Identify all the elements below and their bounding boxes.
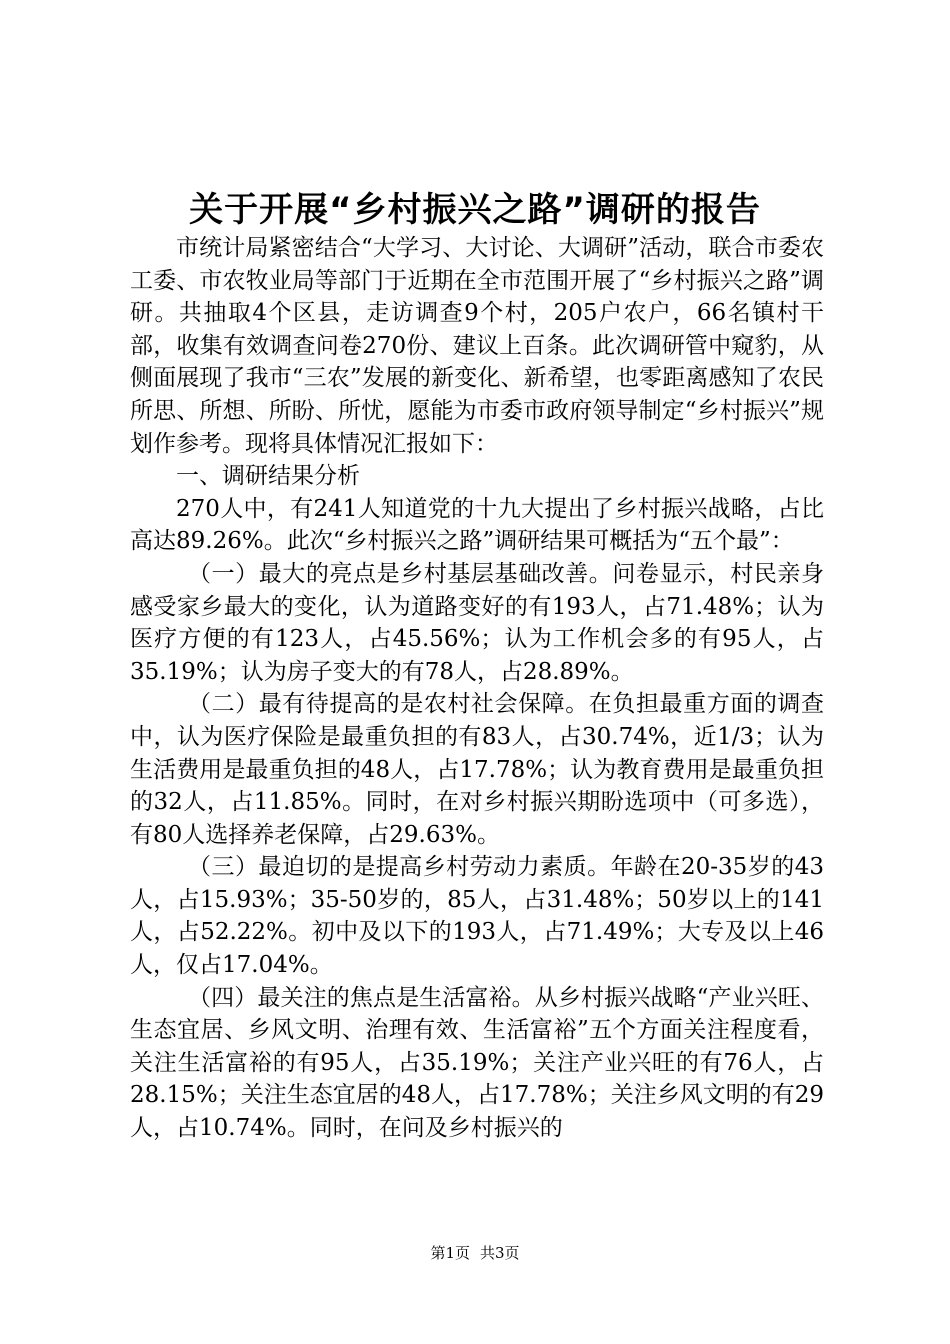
page-number: 第1页 (430, 1244, 470, 1262)
page-total: 共3页 (480, 1244, 520, 1262)
summary-paragraph: 270人中，有241人知道党的十九大提出了乡村振兴战略，占比高达89.26%。此次“乡村振兴之路”调研结果可概括为“五个最”： (130, 495, 824, 555)
finding-paragraph-4: （四）最关注的焦点是生活富裕。从乡村振兴战略“产业兴旺、生态宜居、乡风文明、治理有效、生活富裕”五个方面关注程度看，关注生活富裕的有95人，占35.19%；关注产业兴旺的有76人，占28.15%；关注生态宜居的48人，占17.78%；关注乡风文明的有29人，占10.74%。同时，在问及乡村振兴的 (130, 984, 824, 1142)
finding-paragraph-3: （三）最迫切的是提高乡村劳动力素质。年龄在20-35岁的43人，占15.93%；35-50岁的，85人，占31.48%；50岁以上的141人，占52.22%。初中及以下的193人，占71.49%；大专及以上46人，仅占17.04%。 (130, 854, 824, 979)
finding-paragraph-2: （二）最有待提高的是农村社会保障。在负担最重方面的调查中，认为医疗保险是最重负担的有83人，占30.74%，近1/3；认为生活费用是最重负担的48人，占17.78%；认为教育费用是最重负担的32人，占11.85%。同时，在对乡村振兴期盼选项中（可多选），有80人选择养老保障，占29.63%。 (130, 691, 824, 848)
finding-paragraph-1: （一）最大的亮点是乡村基层基础改善。问卷显示，村民亲身感受家乡最大的变化，认为道路变好的有193人，占71.48%；认为医疗方便的有123人，占45.56%；认为工作机会多的有95人，占35.19%；认为房子变大的有78人，占28.89%。 (130, 560, 824, 685)
document-body (130, 232, 824, 1145)
intro-paragraph: 市统计局紧密结合“大学习、大讨论、大调研”活动，联合市委农工委、市农牧业局等部门于近期在全市范围开展了“乡村振兴之路”调研。共抽取4个区县，走访调查9个村，205户农户，66名镇村干部，收集有效调查问卷270份、建议上百条。此次调研管中窥豹，从侧面展现了我市“三农”发展的新变化、新希望，也零距离感知了农民所思、所想、所盼、所忧，愿能为市委市政府领导制定“乡村振兴”规划作参考。现将具体情况汇报如下： (130, 235, 824, 457)
section-heading: 一、调研结果分析 (176, 463, 360, 490)
page-footer (0, 1243, 950, 1263)
document-title: 关于开展“乡村振兴之路”调研的报告 (189, 190, 761, 230)
